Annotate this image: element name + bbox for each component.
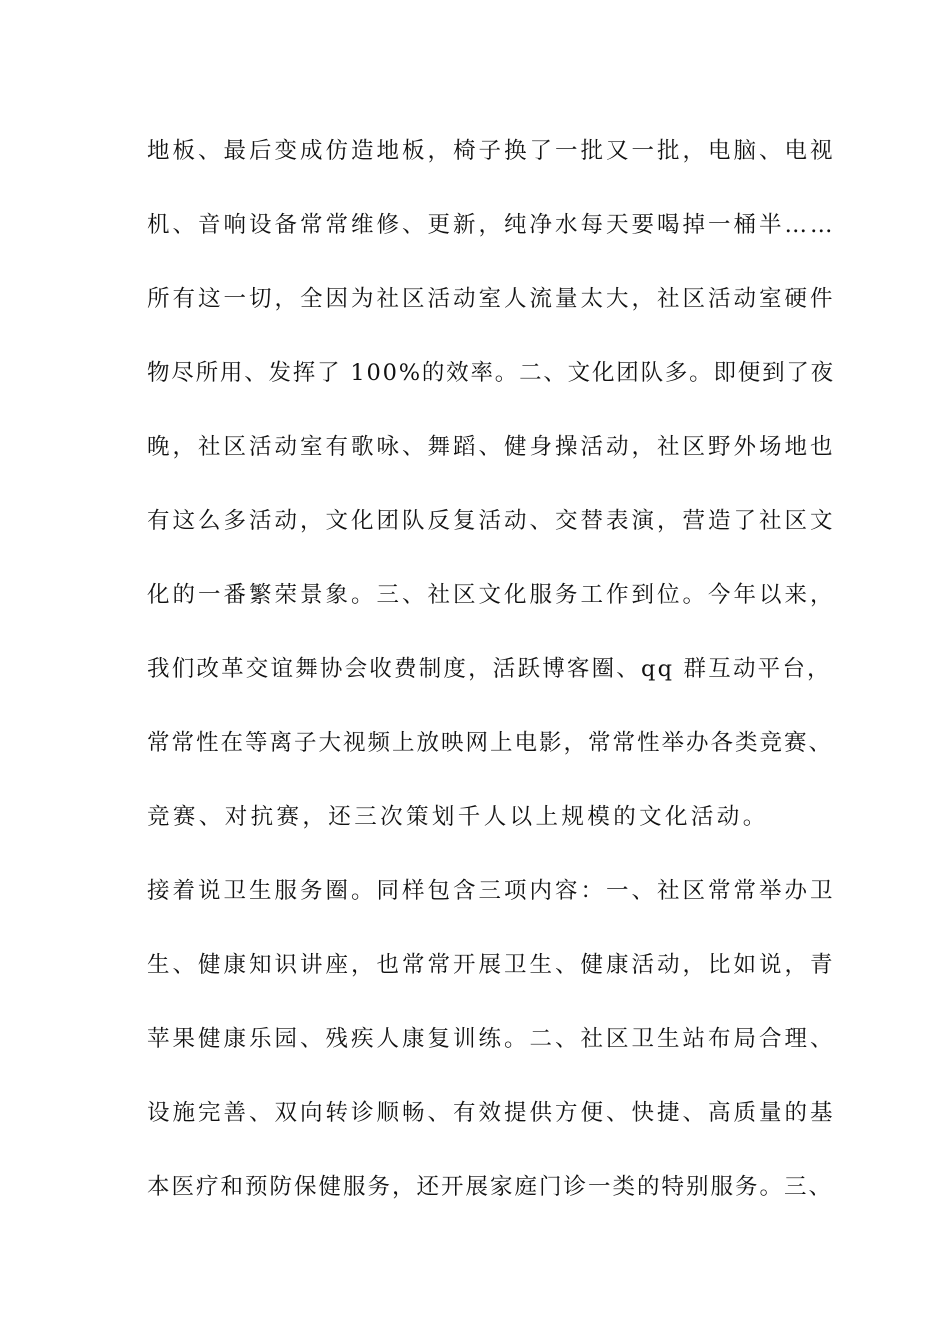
text-line: 本医疗和预防保健服务，还开展家庭门诊一类的特别服务。三、 — [147, 1174, 834, 1200]
text-line: 苹果健康乐园、残疾人康复训练。二、社区卫生站布局合理、 — [147, 1026, 836, 1052]
text-line: 地板、最后变成仿造地板，椅子换了一批又一批，电脑、电视 — [147, 138, 836, 164]
text-line: 生、健康知识讲座，也常常开展卫生、健康活动，比如说，青 — [147, 952, 836, 978]
text-line: 设施完善、双向转诊顺畅、有效提供方便、快捷、高质量的基 — [147, 1100, 836, 1126]
body-text — [147, 128, 837, 1238]
text-line: 我们改革交谊舞协会收费制度，活跃博客圈、qq 群互动平台， — [147, 656, 832, 682]
text-line: 常常性在等离子大视频上放映网上电影，常常性举办各类竞赛、 — [147, 730, 834, 756]
text-line: 接着说卫生服务圈。同样包含三项内容：一、社区常常举办卫 — [147, 878, 836, 904]
text-line: 竞赛、对抗赛，还三次策划千人以上规模的文化活动。 — [147, 804, 769, 830]
text-line: 物尽所用、发挥了 100%的效率。二、文化团队多。即便到了夜 — [147, 360, 835, 386]
text-line: 有这么多活动，文化团队反复活动、交替表演，营造了社区文 — [147, 508, 836, 534]
text-line: 所有这一切，全因为社区活动室人流量太大，社区活动室硬件 — [147, 286, 836, 312]
text-line: 化的一番繁荣景象。三、社区文化服务工作到位。今年以来， — [147, 582, 836, 608]
text-line: 机、音响设备常常维修、更新，纯净水每天要喝掉一桶半…… — [147, 212, 836, 238]
text-line: 晚，社区活动室有歌咏、舞蹈、健身操活动，社区野外场地也 — [147, 434, 836, 460]
